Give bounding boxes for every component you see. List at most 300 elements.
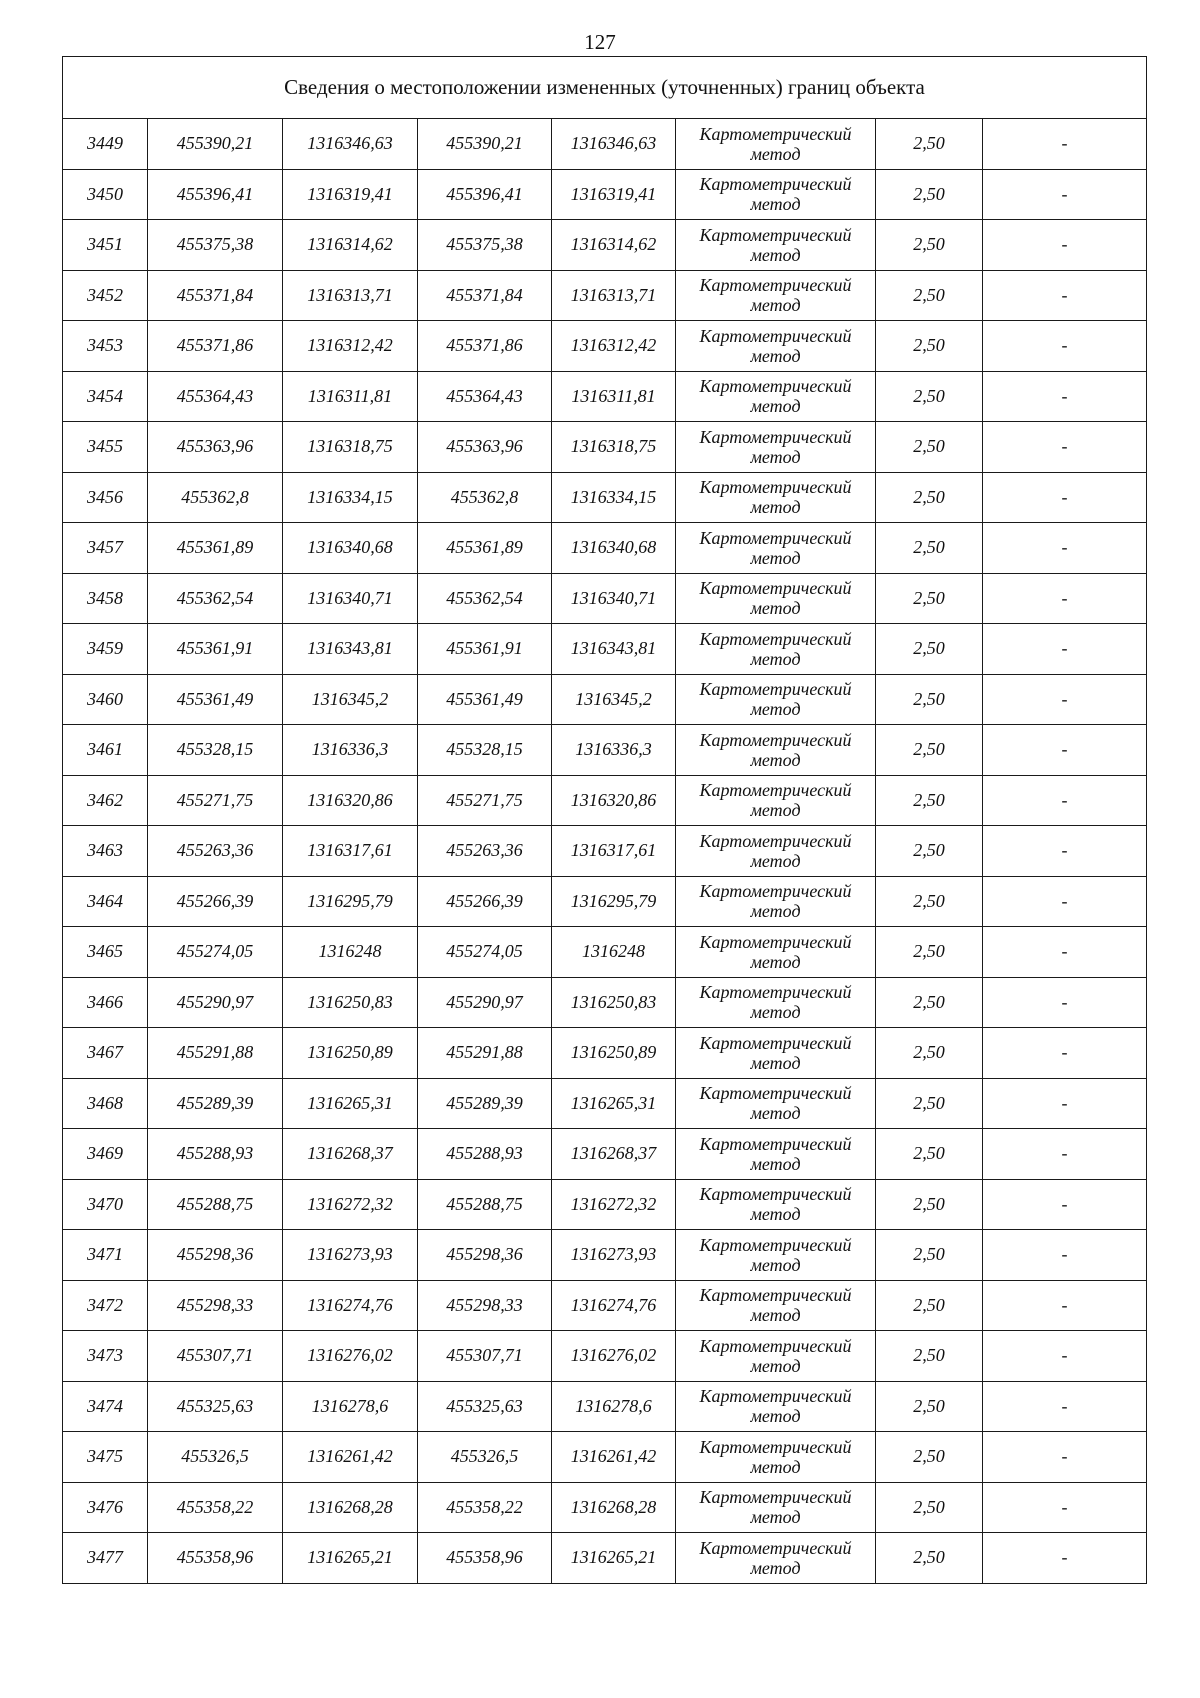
existing-y-cell: 1316317,61 <box>283 826 418 877</box>
accuracy-cell: 2,50 <box>876 1533 983 1584</box>
refined-x-cell: 455363,96 <box>418 422 552 473</box>
point-number-cell: 3467 <box>63 1028 148 1079</box>
method-line-2: метод <box>750 951 801 972</box>
method-line-1: Картометрический <box>699 679 852 700</box>
method-line-2: метод <box>750 143 801 164</box>
method-cell <box>676 1078 876 1129</box>
method-line-2: метод <box>750 1507 801 1528</box>
refined-x-cell: 455291,88 <box>418 1028 552 1079</box>
refined-y-cell: 1316278,6 <box>552 1381 676 1432</box>
existing-x-cell: 455298,33 <box>148 1280 283 1331</box>
point-number-cell: 3476 <box>63 1482 148 1533</box>
method-line-1: Картометрический <box>699 881 852 902</box>
existing-y-cell: 1316265,21 <box>283 1533 418 1584</box>
method-line-1: Картометрический <box>699 527 852 548</box>
note-cell: - <box>983 422 1147 473</box>
existing-x-cell: 455288,75 <box>148 1179 283 1230</box>
method-line-1: Картометрический <box>699 982 852 1003</box>
note-cell: - <box>983 119 1147 170</box>
refined-x-cell: 455307,71 <box>418 1331 552 1382</box>
accuracy-cell: 2,50 <box>876 1129 983 1180</box>
table-row <box>63 977 1147 1028</box>
note-cell: - <box>983 1078 1147 1129</box>
existing-y-cell: 1316268,28 <box>283 1482 418 1533</box>
existing-x-cell: 455358,22 <box>148 1482 283 1533</box>
existing-x-cell: 455362,54 <box>148 573 283 624</box>
existing-y-cell: 1316265,31 <box>283 1078 418 1129</box>
method-line-2: метод <box>750 547 801 568</box>
table-row <box>63 1078 1147 1129</box>
accuracy-cell: 2,50 <box>876 220 983 271</box>
refined-y-cell: 1316272,32 <box>552 1179 676 1230</box>
table-row <box>63 927 1147 978</box>
note-cell: - <box>983 169 1147 220</box>
accuracy-cell: 2,50 <box>876 1331 983 1382</box>
existing-y-cell: 1316340,68 <box>283 523 418 574</box>
method-cell <box>676 977 876 1028</box>
method-line-2: метод <box>750 446 801 467</box>
note-cell: - <box>983 220 1147 271</box>
method-cell <box>676 321 876 372</box>
table-row <box>63 1381 1147 1432</box>
refined-y-cell: 1316340,68 <box>552 523 676 574</box>
refined-x-cell: 455289,39 <box>418 1078 552 1129</box>
note-cell: - <box>983 1331 1147 1382</box>
existing-y-cell: 1316261,42 <box>283 1432 418 1483</box>
method-line-2: метод <box>750 497 801 518</box>
accuracy-cell: 2,50 <box>876 119 983 170</box>
point-number-cell: 3450 <box>63 169 148 220</box>
point-number-cell: 3452 <box>63 270 148 321</box>
table-row <box>63 321 1147 372</box>
existing-y-cell: 1316314,62 <box>283 220 418 271</box>
existing-x-cell: 455390,21 <box>148 119 283 170</box>
refined-y-cell: 1316318,75 <box>552 422 676 473</box>
method-line-1: Картометрический <box>699 1436 852 1457</box>
refined-y-cell: 1316340,71 <box>552 573 676 624</box>
method-line-2: метод <box>750 1204 801 1225</box>
boundary-coordinates-table <box>62 56 1147 1584</box>
existing-x-cell: 455358,96 <box>148 1533 283 1584</box>
refined-y-cell: 1316265,21 <box>552 1533 676 1584</box>
note-cell: - <box>983 927 1147 978</box>
accuracy-cell: 2,50 <box>876 927 983 978</box>
method-line-1: Картометрический <box>699 780 852 801</box>
existing-y-cell: 1316295,79 <box>283 876 418 927</box>
method-cell <box>676 1179 876 1230</box>
method-cell <box>676 422 876 473</box>
existing-y-cell: 1316273,93 <box>283 1230 418 1281</box>
method-line-2: метод <box>750 396 801 417</box>
refined-x-cell: 455364,43 <box>418 371 552 422</box>
existing-x-cell: 455375,38 <box>148 220 283 271</box>
method-line-1: Картометрический <box>699 1083 852 1104</box>
table-row <box>63 1482 1147 1533</box>
method-line-2: метод <box>750 699 801 720</box>
accuracy-cell: 2,50 <box>876 1482 983 1533</box>
note-cell: - <box>983 1179 1147 1230</box>
refined-y-cell: 1316295,79 <box>552 876 676 927</box>
refined-x-cell: 455358,22 <box>418 1482 552 1533</box>
refined-x-cell: 455375,38 <box>418 220 552 271</box>
note-cell: - <box>983 1432 1147 1483</box>
point-number-cell: 3473 <box>63 1331 148 1382</box>
existing-y-cell: 1316278,6 <box>283 1381 418 1432</box>
table-row <box>63 674 1147 725</box>
refined-x-cell: 455290,97 <box>418 977 552 1028</box>
existing-x-cell: 455298,36 <box>148 1230 283 1281</box>
note-cell: - <box>983 1230 1147 1281</box>
method-cell <box>676 725 876 776</box>
method-line-1: Картометрический <box>699 224 852 245</box>
table-row <box>63 270 1147 321</box>
existing-x-cell: 455271,75 <box>148 775 283 826</box>
existing-y-cell: 1316336,3 <box>283 725 418 776</box>
point-number-cell: 3459 <box>63 624 148 675</box>
point-number-cell: 3453 <box>63 321 148 372</box>
method-line-1: Картометрический <box>699 578 852 599</box>
method-line-2: метод <box>750 598 801 619</box>
accuracy-cell: 2,50 <box>876 1078 983 1129</box>
existing-x-cell: 455364,43 <box>148 371 283 422</box>
table-row <box>63 1432 1147 1483</box>
accuracy-cell: 2,50 <box>876 472 983 523</box>
existing-x-cell: 455363,96 <box>148 422 283 473</box>
accuracy-cell: 2,50 <box>876 321 983 372</box>
note-cell: - <box>983 371 1147 422</box>
note-cell: - <box>983 321 1147 372</box>
existing-x-cell: 455266,39 <box>148 876 283 927</box>
method-cell <box>676 1230 876 1281</box>
refined-y-cell: 1316250,89 <box>552 1028 676 1079</box>
refined-x-cell: 455371,84 <box>418 270 552 321</box>
note-cell: - <box>983 573 1147 624</box>
refined-x-cell: 455361,91 <box>418 624 552 675</box>
existing-y-cell: 1316334,15 <box>283 472 418 523</box>
refined-y-cell: 1316274,76 <box>552 1280 676 1331</box>
table-row <box>63 1280 1147 1331</box>
refined-y-cell: 1316311,81 <box>552 371 676 422</box>
existing-y-cell: 1316274,76 <box>283 1280 418 1331</box>
method-line-2: метод <box>750 1456 801 1477</box>
refined-x-cell: 455390,21 <box>418 119 552 170</box>
existing-x-cell: 455325,63 <box>148 1381 283 1432</box>
method-cell <box>676 1331 876 1382</box>
accuracy-cell: 2,50 <box>876 422 983 473</box>
note-cell: - <box>983 1381 1147 1432</box>
existing-x-cell: 455371,86 <box>148 321 283 372</box>
method-line-2: метод <box>750 1103 801 1124</box>
note-cell: - <box>983 1028 1147 1079</box>
refined-y-cell: 1316320,86 <box>552 775 676 826</box>
refined-x-cell: 455271,75 <box>418 775 552 826</box>
table-row <box>63 169 1147 220</box>
refined-y-cell: 1316248 <box>552 927 676 978</box>
point-number-cell: 3462 <box>63 775 148 826</box>
method-line-2: метод <box>750 194 801 215</box>
table-row <box>63 1179 1147 1230</box>
note-cell: - <box>983 1280 1147 1331</box>
point-number-cell: 3460 <box>63 674 148 725</box>
refined-y-cell: 1316265,31 <box>552 1078 676 1129</box>
table-row <box>63 775 1147 826</box>
accuracy-cell: 2,50 <box>876 371 983 422</box>
accuracy-cell: 2,50 <box>876 624 983 675</box>
note-cell: - <box>983 977 1147 1028</box>
point-number-cell: 3458 <box>63 573 148 624</box>
method-line-2: метод <box>750 244 801 265</box>
method-line-2: метод <box>750 850 801 871</box>
point-number-cell: 3466 <box>63 977 148 1028</box>
method-line-1: Картометрический <box>699 1234 852 1255</box>
method-cell <box>676 624 876 675</box>
method-cell <box>676 1381 876 1432</box>
refined-x-cell: 455358,96 <box>418 1533 552 1584</box>
table-row <box>63 422 1147 473</box>
method-line-2: метод <box>750 1557 801 1578</box>
refined-y-cell: 1316313,71 <box>552 270 676 321</box>
method-line-2: метод <box>750 1406 801 1427</box>
method-line-2: метод <box>750 1052 801 1073</box>
method-cell <box>676 472 876 523</box>
method-line-1: Картометрический <box>699 1133 852 1154</box>
method-cell <box>676 1482 876 1533</box>
refined-x-cell: 455263,36 <box>418 826 552 877</box>
method-line-1: Картометрический <box>699 1032 852 1053</box>
existing-x-cell: 455361,89 <box>148 523 283 574</box>
point-number-cell: 3468 <box>63 1078 148 1129</box>
accuracy-cell: 2,50 <box>876 674 983 725</box>
existing-y-cell: 1316346,63 <box>283 119 418 170</box>
method-cell <box>676 523 876 574</box>
method-line-2: метод <box>750 1002 801 1023</box>
method-line-1: Картометрический <box>699 1184 852 1205</box>
page-number: 127 <box>584 30 616 54</box>
refined-y-cell: 1316273,93 <box>552 1230 676 1281</box>
table-row <box>63 1230 1147 1281</box>
table-row <box>63 826 1147 877</box>
refined-x-cell: 455325,63 <box>418 1381 552 1432</box>
note-cell: - <box>983 270 1147 321</box>
accuracy-cell: 2,50 <box>876 1432 983 1483</box>
method-cell <box>676 1028 876 1079</box>
method-cell <box>676 573 876 624</box>
accuracy-cell: 2,50 <box>876 775 983 826</box>
point-number-cell: 3475 <box>63 1432 148 1483</box>
method-cell <box>676 1432 876 1483</box>
note-cell: - <box>983 876 1147 927</box>
point-number-cell: 3454 <box>63 371 148 422</box>
accuracy-cell: 2,50 <box>876 1028 983 1079</box>
existing-y-cell: 1316250,89 <box>283 1028 418 1079</box>
table-title-row <box>63 57 1147 119</box>
accuracy-cell: 2,50 <box>876 270 983 321</box>
method-cell <box>676 371 876 422</box>
table-row <box>63 624 1147 675</box>
note-cell: - <box>983 1129 1147 1180</box>
refined-x-cell: 455362,8 <box>418 472 552 523</box>
accuracy-cell: 2,50 <box>876 1381 983 1432</box>
point-number-cell: 3464 <box>63 876 148 927</box>
method-line-2: метод <box>750 345 801 366</box>
method-line-1: Картометрический <box>699 1285 852 1306</box>
point-number-cell: 3469 <box>63 1129 148 1180</box>
accuracy-cell: 2,50 <box>876 169 983 220</box>
point-number-cell: 3472 <box>63 1280 148 1331</box>
table-row <box>63 573 1147 624</box>
existing-x-cell: 455362,8 <box>148 472 283 523</box>
table-title: Сведения о местоположении измененных (уточненных) границ объекта <box>63 57 1147 119</box>
method-line-1: Картометрический <box>699 123 852 144</box>
method-line-1: Картометрический <box>699 628 852 649</box>
table-body <box>63 57 1147 1584</box>
point-number-cell: 3461 <box>63 725 148 776</box>
method-line-2: метод <box>750 1254 801 1275</box>
refined-x-cell: 455288,93 <box>418 1129 552 1180</box>
table-row <box>63 220 1147 271</box>
point-number-cell: 3451 <box>63 220 148 271</box>
point-number-cell: 3457 <box>63 523 148 574</box>
method-line-2: метод <box>750 1305 801 1326</box>
accuracy-cell: 2,50 <box>876 1230 983 1281</box>
refined-y-cell: 1316317,61 <box>552 826 676 877</box>
existing-x-cell: 455289,39 <box>148 1078 283 1129</box>
method-line-1: Картометрический <box>699 830 852 851</box>
existing-x-cell: 455326,5 <box>148 1432 283 1483</box>
accuracy-cell: 2,50 <box>876 523 983 574</box>
note-cell: - <box>983 1482 1147 1533</box>
existing-y-cell: 1316320,86 <box>283 775 418 826</box>
table-row <box>63 1533 1147 1584</box>
refined-y-cell: 1316268,28 <box>552 1482 676 1533</box>
accuracy-cell: 2,50 <box>876 977 983 1028</box>
note-cell: - <box>983 523 1147 574</box>
existing-x-cell: 455263,36 <box>148 826 283 877</box>
accuracy-cell: 2,50 <box>876 826 983 877</box>
refined-y-cell: 1316314,62 <box>552 220 676 271</box>
method-cell <box>676 169 876 220</box>
method-cell <box>676 1533 876 1584</box>
method-line-1: Картометрический <box>699 1386 852 1407</box>
accuracy-cell: 2,50 <box>876 876 983 927</box>
existing-y-cell: 1316319,41 <box>283 169 418 220</box>
method-cell <box>676 876 876 927</box>
accuracy-cell: 2,50 <box>876 725 983 776</box>
table-row <box>63 1129 1147 1180</box>
existing-y-cell: 1316248 <box>283 927 418 978</box>
table-row <box>63 472 1147 523</box>
method-line-1: Картометрический <box>699 174 852 195</box>
method-line-2: метод <box>750 749 801 770</box>
accuracy-cell: 2,50 <box>876 1280 983 1331</box>
existing-x-cell: 455274,05 <box>148 927 283 978</box>
existing-y-cell: 1316276,02 <box>283 1331 418 1382</box>
refined-y-cell: 1316346,63 <box>552 119 676 170</box>
method-line-1: Картометрический <box>699 376 852 397</box>
note-cell: - <box>983 775 1147 826</box>
existing-y-cell: 1316268,37 <box>283 1129 418 1180</box>
table-row <box>63 725 1147 776</box>
refined-y-cell: 1316345,2 <box>552 674 676 725</box>
method-cell <box>676 927 876 978</box>
method-cell <box>676 270 876 321</box>
method-line-1: Картометрический <box>699 325 852 346</box>
note-cell: - <box>983 1533 1147 1584</box>
refined-x-cell: 455396,41 <box>418 169 552 220</box>
method-line-1: Картометрический <box>699 1335 852 1356</box>
point-number-cell: 3449 <box>63 119 148 170</box>
refined-x-cell: 455371,86 <box>418 321 552 372</box>
note-cell: - <box>983 472 1147 523</box>
refined-y-cell: 1316261,42 <box>552 1432 676 1483</box>
existing-y-cell: 1316340,71 <box>283 573 418 624</box>
method-cell <box>676 119 876 170</box>
accuracy-cell: 2,50 <box>876 1179 983 1230</box>
point-number-cell: 3455 <box>63 422 148 473</box>
method-cell <box>676 1280 876 1331</box>
method-line-1: Картометрический <box>699 1537 852 1558</box>
refined-x-cell: 455288,75 <box>418 1179 552 1230</box>
method-line-2: метод <box>750 901 801 922</box>
refined-x-cell: 455298,33 <box>418 1280 552 1331</box>
method-cell <box>676 1129 876 1180</box>
note-cell: - <box>983 826 1147 877</box>
existing-x-cell: 455371,84 <box>148 270 283 321</box>
method-cell <box>676 826 876 877</box>
existing-x-cell: 455361,49 <box>148 674 283 725</box>
note-cell: - <box>983 674 1147 725</box>
refined-y-cell: 1316276,02 <box>552 1331 676 1382</box>
method-line-1: Картометрический <box>699 275 852 296</box>
method-line-1: Картометрический <box>699 931 852 952</box>
point-number-cell: 3456 <box>63 472 148 523</box>
refined-y-cell: 1316343,81 <box>552 624 676 675</box>
existing-y-cell: 1316345,2 <box>283 674 418 725</box>
note-cell: - <box>983 725 1147 776</box>
refined-x-cell: 455361,49 <box>418 674 552 725</box>
existing-x-cell: 455288,93 <box>148 1129 283 1180</box>
refined-x-cell: 455326,5 <box>418 1432 552 1483</box>
method-line-2: метод <box>750 648 801 669</box>
refined-x-cell: 455328,15 <box>418 725 552 776</box>
accuracy-cell: 2,50 <box>876 573 983 624</box>
refined-x-cell: 455362,54 <box>418 573 552 624</box>
existing-y-cell: 1316250,83 <box>283 977 418 1028</box>
point-number-cell: 3471 <box>63 1230 148 1281</box>
existing-x-cell: 455396,41 <box>148 169 283 220</box>
existing-x-cell: 455361,91 <box>148 624 283 675</box>
existing-y-cell: 1316312,42 <box>283 321 418 372</box>
method-cell <box>676 775 876 826</box>
method-line-1: Картометрический <box>699 426 852 447</box>
refined-x-cell: 455361,89 <box>418 523 552 574</box>
method-line-1: Картометрический <box>699 477 852 498</box>
table-row <box>63 119 1147 170</box>
table-row <box>63 371 1147 422</box>
method-line-2: метод <box>750 1355 801 1376</box>
refined-y-cell: 1316336,3 <box>552 725 676 776</box>
existing-x-cell: 455307,71 <box>148 1331 283 1382</box>
point-number-cell: 3477 <box>63 1533 148 1584</box>
existing-y-cell: 1316343,81 <box>283 624 418 675</box>
method-line-2: метод <box>750 1153 801 1174</box>
refined-y-cell: 1316268,37 <box>552 1129 676 1180</box>
method-line-2: метод <box>750 295 801 316</box>
refined-y-cell: 1316319,41 <box>552 169 676 220</box>
refined-y-cell: 1316312,42 <box>552 321 676 372</box>
refined-y-cell: 1316250,83 <box>552 977 676 1028</box>
method-cell <box>676 220 876 271</box>
